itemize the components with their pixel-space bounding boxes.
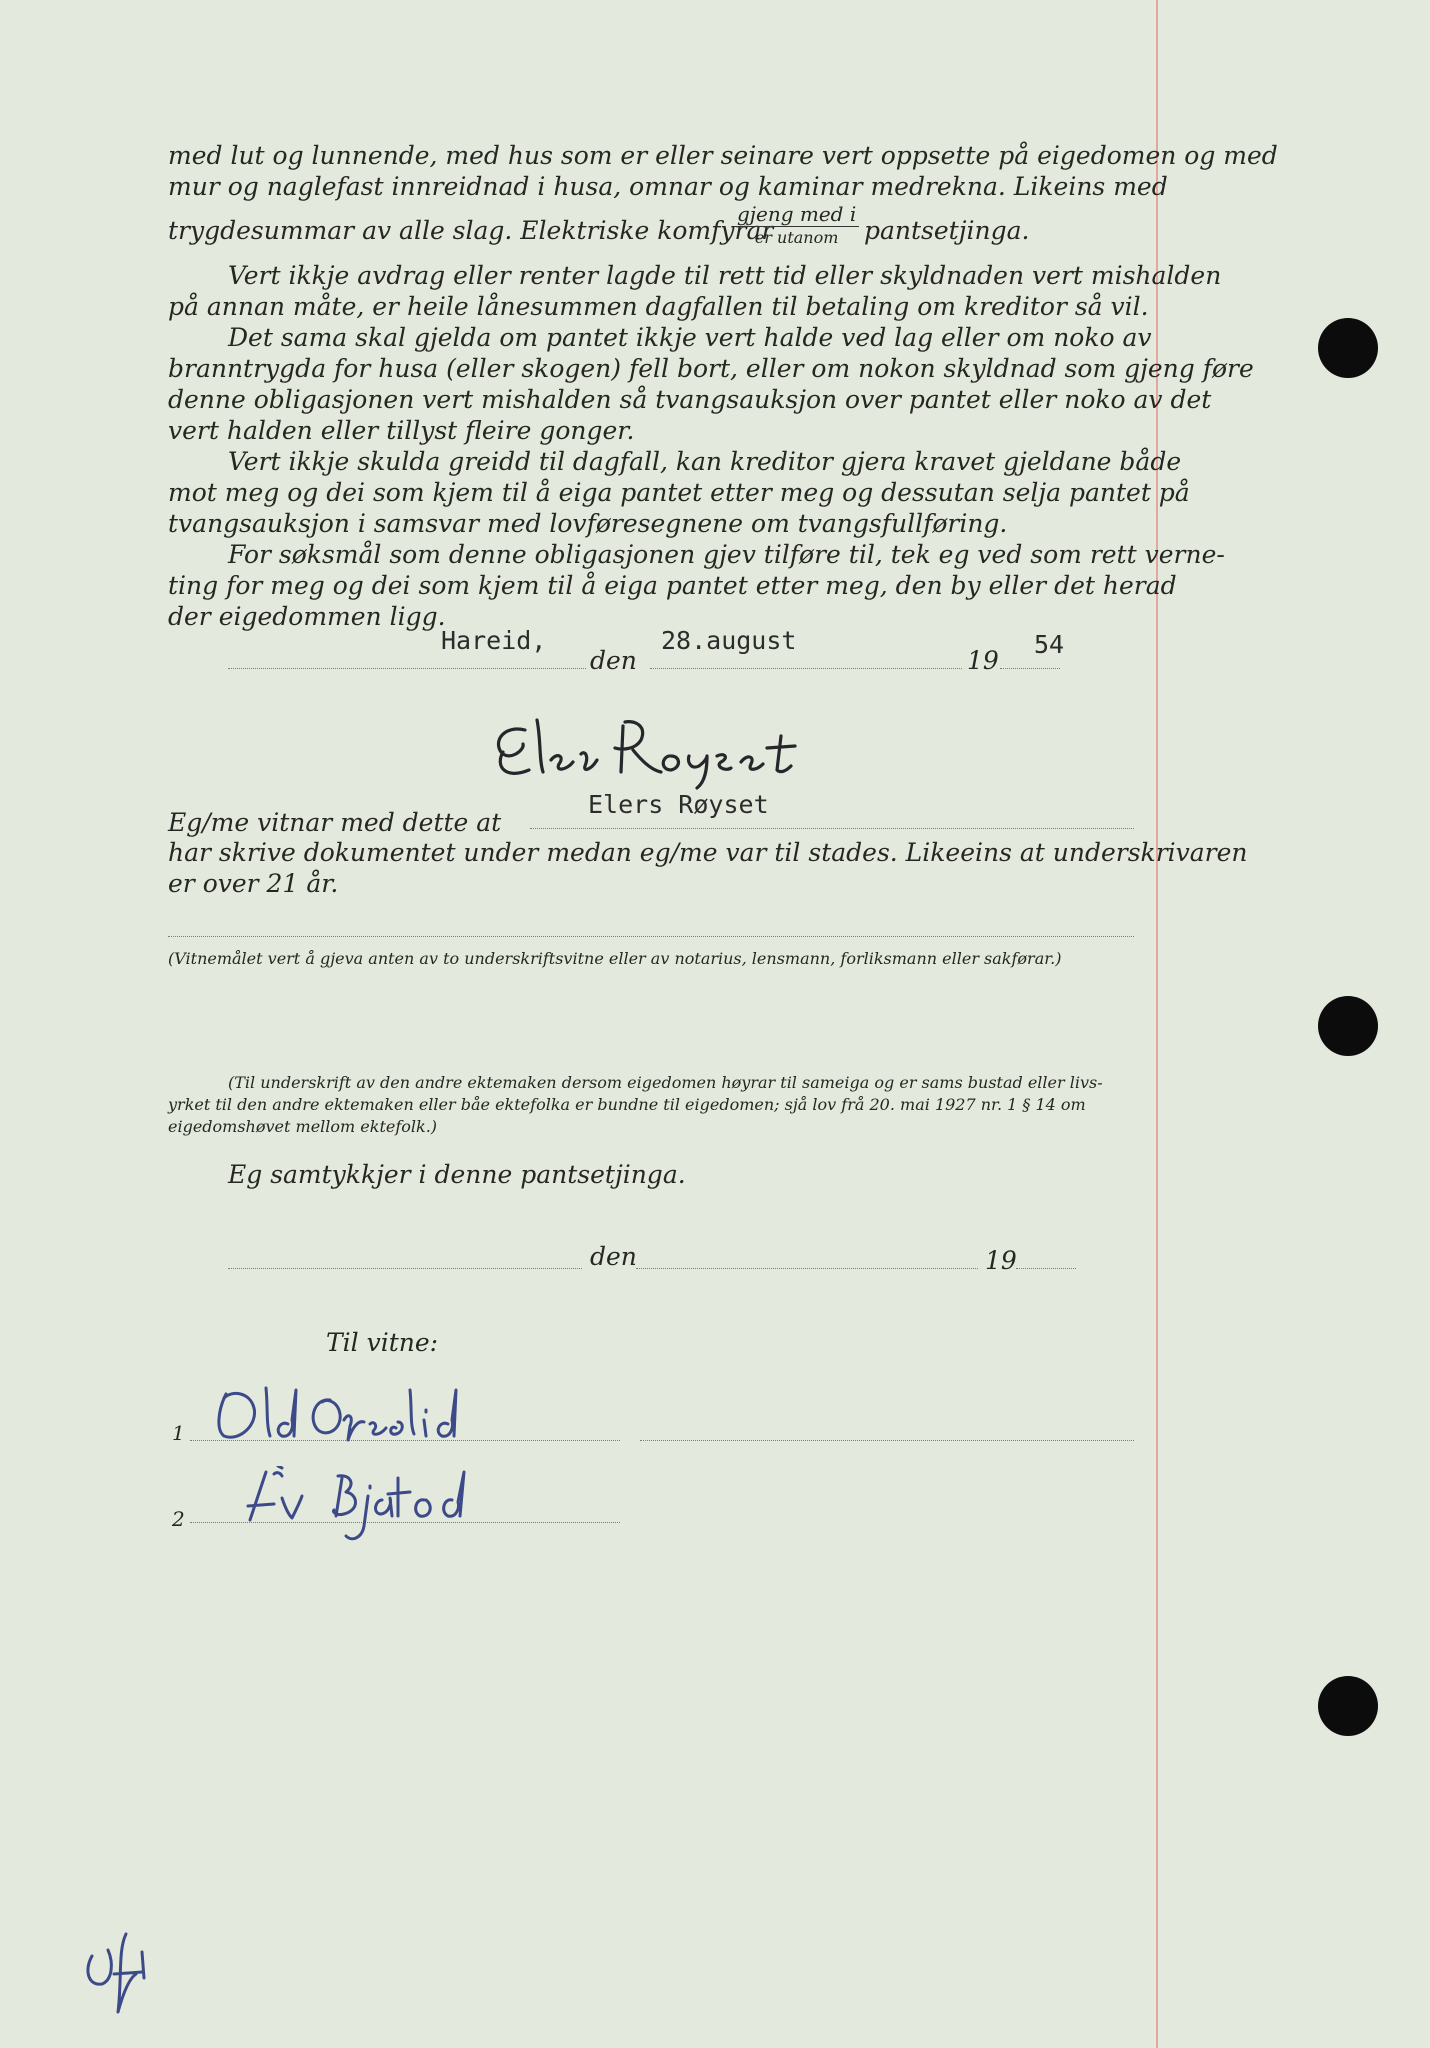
body-line: på annan måte, er heile lånesummen dagfallen til betaling om kreditor så vil.	[168, 292, 1149, 321]
witness-number: 2	[172, 1507, 185, 1531]
handwritten-signature-witness-1	[210, 1380, 500, 1450]
witness-dotted-line	[530, 828, 1134, 829]
body-line: der eigedommen ligg.	[168, 602, 446, 631]
witness-intro: Eg/me vitnar med dette at	[168, 808, 502, 837]
date-place: Hareid,	[441, 626, 547, 655]
fraction-choice	[734, 202, 859, 249]
date2-dotted-line	[636, 1268, 978, 1269]
date-century: 19	[967, 646, 999, 675]
handwritten-initials	[78, 1920, 168, 2020]
body-line: For søksmål som denne obligasjonen gjev tilføre til, tek eg ved som rett verne-	[228, 540, 1225, 569]
date2-dotted-line	[228, 1268, 582, 1269]
body-line: denne obligasjonen vert mishalden så tvangsauksjon over pantet eller noko av det	[168, 385, 1212, 414]
witness-dotted-line	[168, 936, 1134, 937]
body-line: Vert ikkje avdrag eller renter lagde til rett tid eller skyldnaden vert mishalden	[228, 261, 1222, 290]
date-den-label: den	[590, 646, 637, 675]
date-dotted-line	[1000, 668, 1060, 669]
body-line: tvangsauksjon i samsvar med lovføresegnene om tvangsfullføring.	[168, 509, 1008, 538]
witness-line: har skrive dokumentet under medan eg/me var til stades. Likeeins at underskrivaren	[168, 838, 1248, 867]
witness-line: er over 21 år.	[168, 869, 339, 898]
date-dotted-line	[228, 668, 586, 669]
spouse-note-line: eigedomshøvet mellom ektefolk.)	[168, 1117, 438, 1136]
date-year: 54	[1034, 630, 1065, 659]
body-line: vert halden eller tillyst fleire gonger.	[168, 416, 635, 445]
body-line: mot meg og dei som kjem til å eiga pantet etter meg og dessutan selja pantet på	[168, 478, 1190, 507]
body-line: mur og naglefast innreidnad i husa, omnar og kaminar medrekna. Likeins med	[168, 172, 1168, 201]
date-day-month: 28.august	[661, 626, 797, 655]
body-line: ting for meg og dei som kjem til å eiga pantet etter meg, den by eller det herad	[168, 571, 1177, 600]
witness1-dotted-line	[640, 1440, 1134, 1441]
witness-number: 1	[172, 1421, 185, 1445]
til-vitne-label: Til vitne:	[326, 1328, 439, 1357]
spouse-note-line: (Til underskrift av den andre ektemaken dersom eigedomen høyrar til sameiga og er sams bustad eller livs-	[228, 1073, 1103, 1092]
body-line: pantsetjinga.	[864, 216, 1030, 245]
body-line: branntrygda for husa (eller skogen) fell bort, eller om nokon skyldnad som gjeng føre	[168, 354, 1254, 383]
date2-den-label: den	[590, 1242, 637, 1271]
body-line: trygdesummar av alle slag. Elektriske komfyrar	[168, 216, 774, 245]
handwritten-signature-witness-2	[238, 1466, 548, 1546]
margin-rule	[1156, 0, 1158, 2048]
body-line: Vert ikkje skulda greidd til dagfall, kan kreditor gjera kravet gjeldane både	[228, 447, 1182, 476]
punch-hole	[1318, 996, 1378, 1056]
consent-text: Eg samtykkjer i denne pantsetjinga.	[228, 1160, 686, 1189]
typed-signer-name: Elers Røyset	[588, 790, 769, 819]
date2-dotted-line	[1016, 1268, 1076, 1269]
punch-hole	[1318, 1676, 1378, 1736]
fraction-top: gjeng med i	[734, 202, 859, 227]
fraction-bottom: er utanom	[754, 228, 839, 247]
handwritten-signature-elers	[485, 700, 825, 790]
date-dotted-line	[650, 668, 962, 669]
body-line: Det sama skal gjelda om pantet ikkje vert halde ved lag eller om noko av	[228, 323, 1152, 352]
punch-hole	[1318, 318, 1378, 378]
witness-note: (Vitnemålet vert å gjeva anten av to underskriftsvitne eller av notarius, lensmann, forliksmann eller sakførar.)	[168, 949, 1062, 968]
body-line: med lut og lunnende, med hus som er eller seinare vert oppsette på eigedomen og med	[168, 141, 1278, 170]
spouse-note-line: yrket til den andre ektemaken eller båe ektefolka er bundne til eigedomen; sjå lov frå 20. mai 1927 nr. 1 § 14 om	[168, 1095, 1086, 1114]
date2-century: 19	[985, 1246, 1017, 1275]
